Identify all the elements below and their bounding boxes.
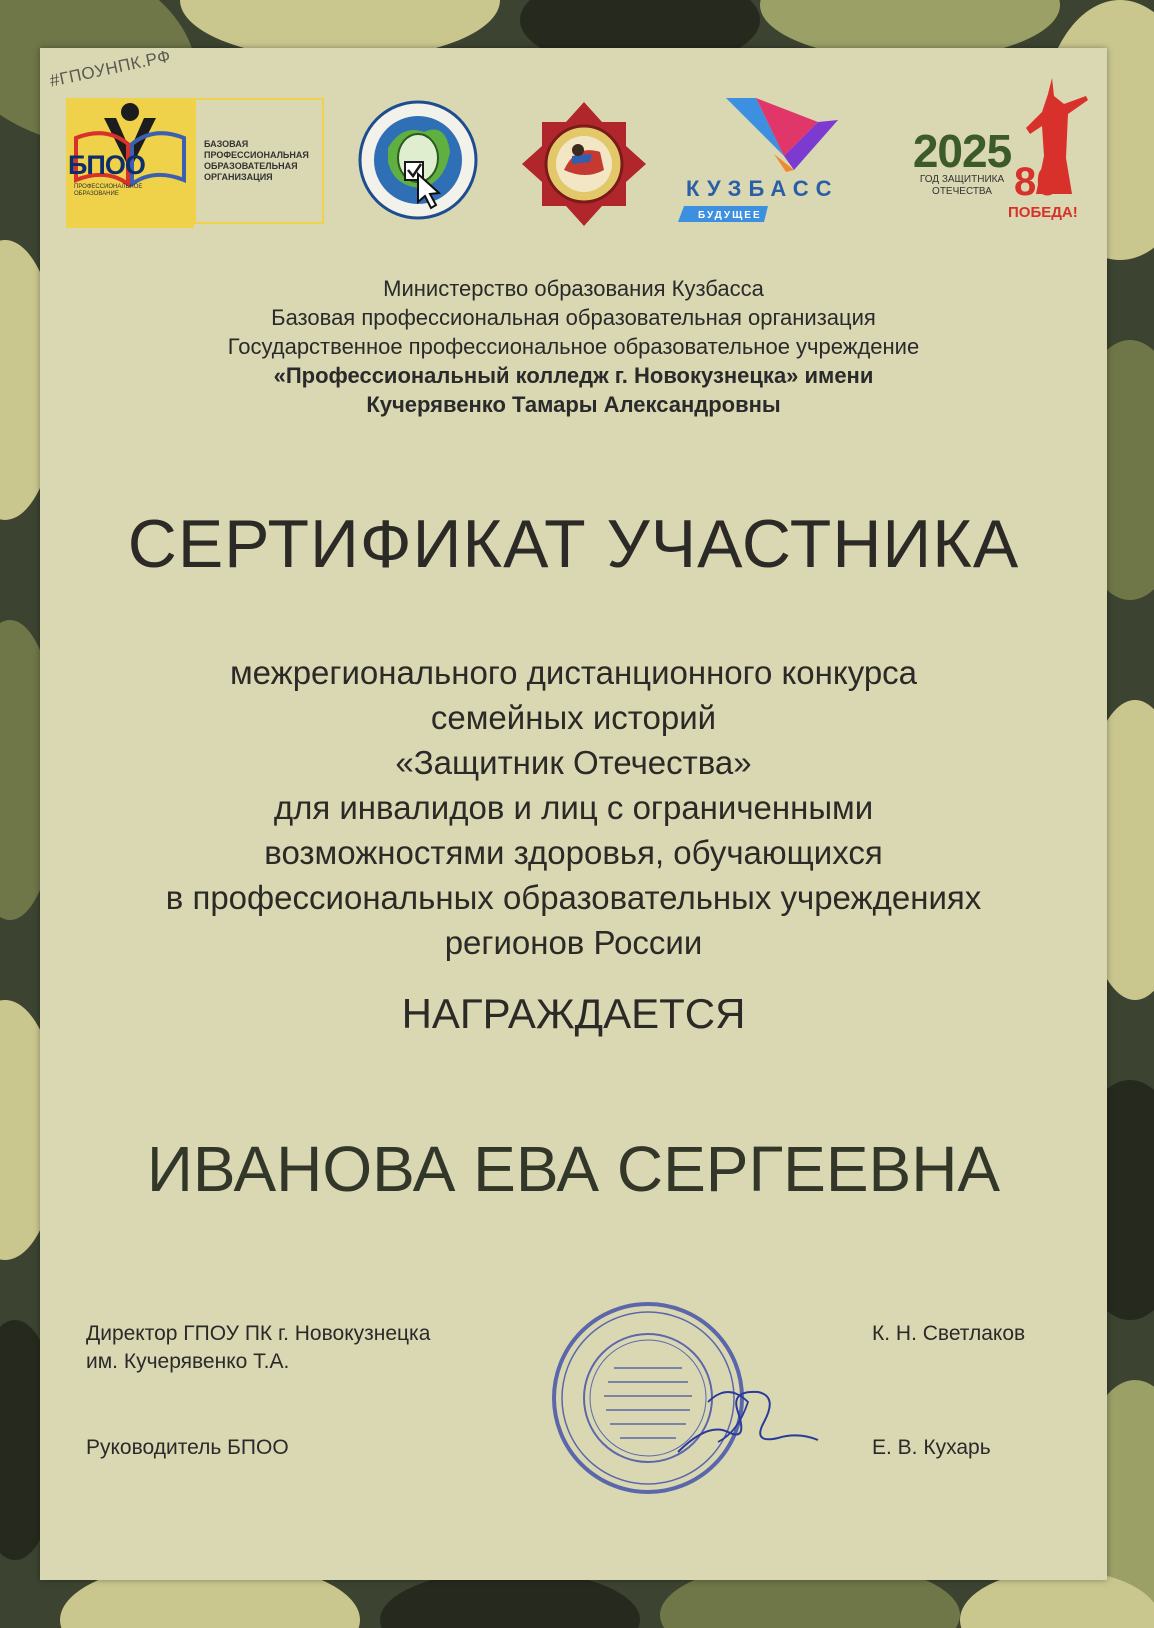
bpoo-logo-emblem (66, 98, 194, 228)
bpoo-acronym: БПОО (68, 150, 145, 180)
description-line: возможностями здоровья, обучающихся (264, 834, 883, 871)
bpoo-logo-text: БАЗОВАЯ ПРОФЕССИОНАЛЬНАЯ ОБРАЗОВАТЕЛЬНАЯ ОРГАНИЗАЦИЯ (204, 139, 309, 182)
director-title (86, 1320, 430, 1376)
defender-year-caption-1: ГОД ЗАЩИТНИКА (919, 174, 1005, 185)
contest-description (40, 650, 1107, 965)
bpoo-logo (66, 98, 326, 228)
header-line-bpoo: Базовая профессиональная образовательная организация (271, 305, 876, 330)
awarded-label: НАГРАЖДАЕТСЯ (401, 990, 746, 1037)
director-name: К. Н. Светлаков (872, 1322, 1026, 1345)
defender-year-number: 2025 (912, 125, 1012, 177)
hashtag-label: #ГПОУНПК.РФ (48, 46, 173, 91)
recipient-name: ИВАНОВА ЕВА СЕРГЕЕВНА (146, 1133, 1001, 1205)
cross-emblem-logo (520, 100, 648, 228)
director-title-line-1: Директор ГПОУ ПК г. Новокузнецка (86, 1322, 431, 1345)
bpoo-logo-textbox (194, 98, 324, 224)
defender-year-caption-2: ОТЕЧЕСТВА (932, 186, 992, 197)
description-line: в профессиональных образовательных учреждениях (165, 879, 982, 916)
head-name: Е. В. Кухарь (872, 1436, 991, 1459)
certificate-title: СЕРТИФИКАТ УЧАСТНИКА (127, 506, 1020, 582)
victory-word: ПОБЕДА! (1008, 204, 1078, 221)
victory-80-logo (1008, 74, 1090, 234)
director-title-line-2: им. Кучерявенко Т.А. (86, 1350, 290, 1373)
bpoo-mini-caption: ПРОФЕССИОНАЛЬНОЕ ОБРАЗОВАНИЕ (74, 184, 143, 197)
handwritten-signature (668, 1372, 828, 1462)
victory-number: 80 (1014, 160, 1059, 204)
header-line-ministry: Министерство образования Кузбасса (383, 276, 764, 301)
kuzbass-logo (678, 96, 868, 224)
kuzbass-name: КУЗБАСС (686, 176, 839, 201)
defender-year-logo (906, 125, 1018, 198)
head-title: Руководитель БПОО (86, 1436, 289, 1459)
kuzbass-tag: БУДУЩЕЕ (698, 210, 762, 221)
header-line-college-name: Кучерявенко Тамары Александровны (366, 392, 781, 417)
globe-seal-logo (358, 100, 478, 224)
description-line: межрегионального дистанционного конкурса (229, 654, 918, 691)
header-line-college: «Профессиональный колледж г. Новокузнецка» имени (273, 363, 874, 388)
header-line-institution-type: Государственное профессиональное образовательное учреждение (227, 334, 920, 359)
description-line: «Защитник Отечества» (395, 744, 752, 781)
description-line: для инвалидов и лиц с ограниченными (273, 789, 874, 826)
description-line: регионов России (444, 924, 703, 961)
description-line: семейных историй (430, 699, 717, 736)
issuer-header (40, 274, 1107, 419)
